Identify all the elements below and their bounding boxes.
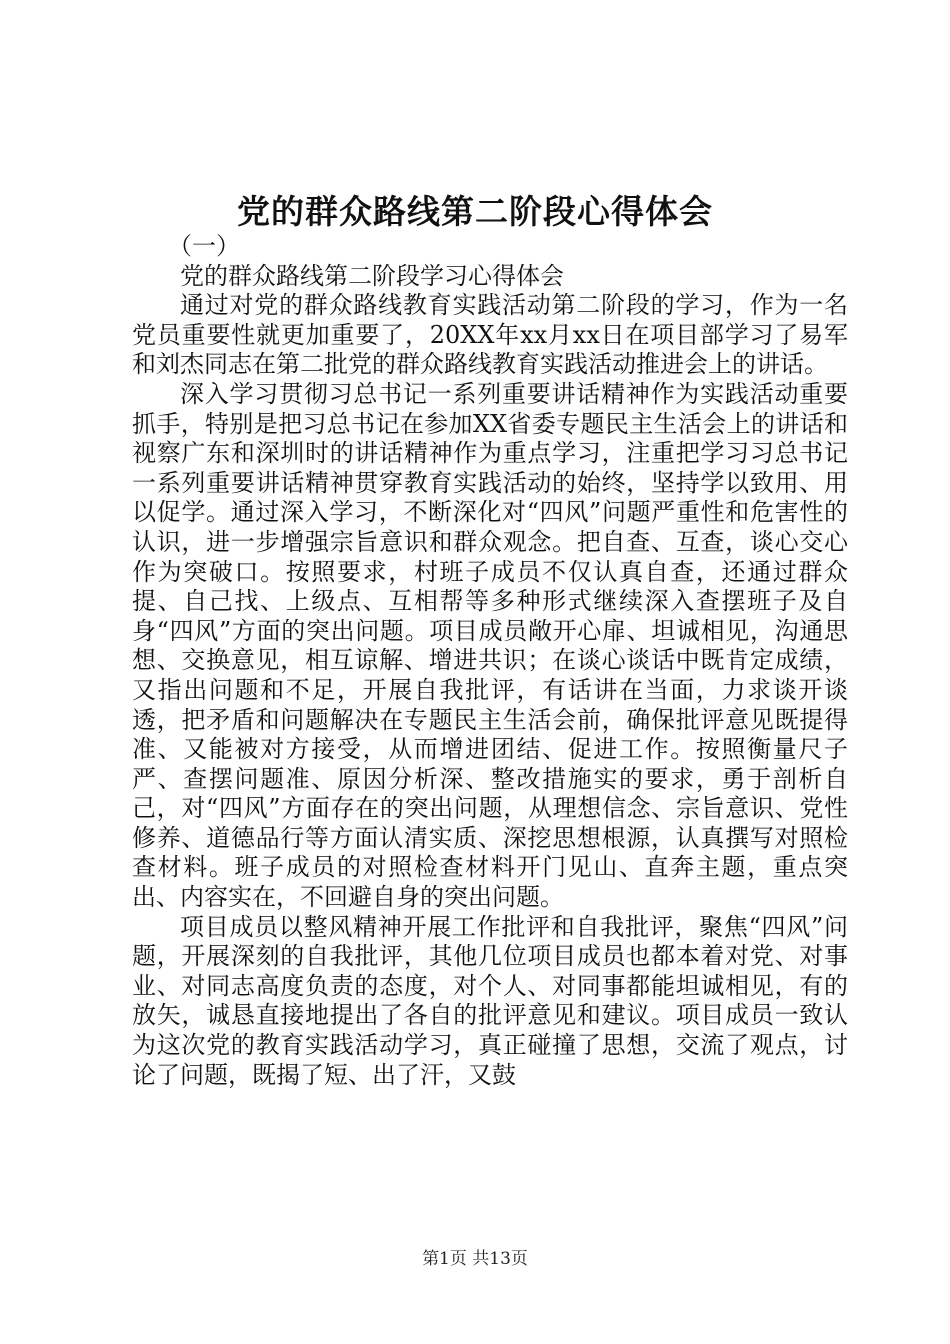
body-paragraph-1: 通过对党的群众路线教育实践活动第二阶段的学习，作为一名党员重要性就更加重要了，20XX年xx月xx日在项目部学习了易军和刘杰同志在第二批党的群众路线教育实践活动推进会上的讲话。 [132, 291, 848, 379]
document-subtitle: 党的群众路线第二阶段学习心得体会 [180, 261, 564, 290]
section-number: （一） [168, 232, 240, 260]
document-title: 党的群众路线第二阶段心得体会 [237, 192, 713, 231]
body-paragraph-3: 项目成员以整风精神开展工作批评和自我批评，聚焦“四风”问题，开展深刻的自我批评，其他几位项目成员也都本着对党、对事业、对同志高度负责的态度，对个人、对同事都能坦诚相见，有的放矢，诚恳直接地提出了各自的批评意见和建议。项目成员一致认为这次党的教育实践活动学习，真正碰撞了思想，交流了观点，讨论了问题，既揭了短、出了汗，又鼓 [132, 912, 848, 1089]
body-paragraph-2: 深入学习贯彻习总书记一系列重要讲话精神作为实践活动重要抓手，特别是把习总书记在参加XX省委专题民主生活会上的讲话和视察广东和深圳时的讲话精神作为重点学习，注重把学习习总书记一系列重要讲话精神贯穿教育实践活动的始终，坚持学以致用、用以促学。通过深入学习，不断深化对“四风”问题严重性和危害性的认识，进一步增强宗旨意识和群众观念。把自查、互查，谈心交心作为突破口。按照要求，村班子成员不仅认真自查，还通过群众提、自己找、上级点、互相帮等多种形式继续深入查摆班子及自身“四风”方面的突出问题。项目成员敞开心扉、坦诚相见，沟通思想、交换意见，相互谅解、增进共识；在谈心谈话中既肯定成绩，又指出问题和不足，开展自我批评，有话讲在当面，力求谈开谈透，把矛盾和问题解决在专题民主生活会前，确保批评意见既提得准、又能被对方接受，从而增进团结、促进工作。按照衡量尺子严、查摆问题准、原因分析深、整改措施实的要求，勇于剖析自己，对“四风”方面存在的突出问题，从理想信念、宗旨意识、党性修养、道德品行等方面认清实质、深挖思想根源，认真撰写对照检查材料。班子成员的对照检查材料开门见山、直奔主题，重点突出、内容实在，不回避自身的突出问题。 [132, 379, 848, 912]
page-footer: 第1页 共13页 [422, 1249, 528, 1269]
document-body [132, 232, 848, 1090]
